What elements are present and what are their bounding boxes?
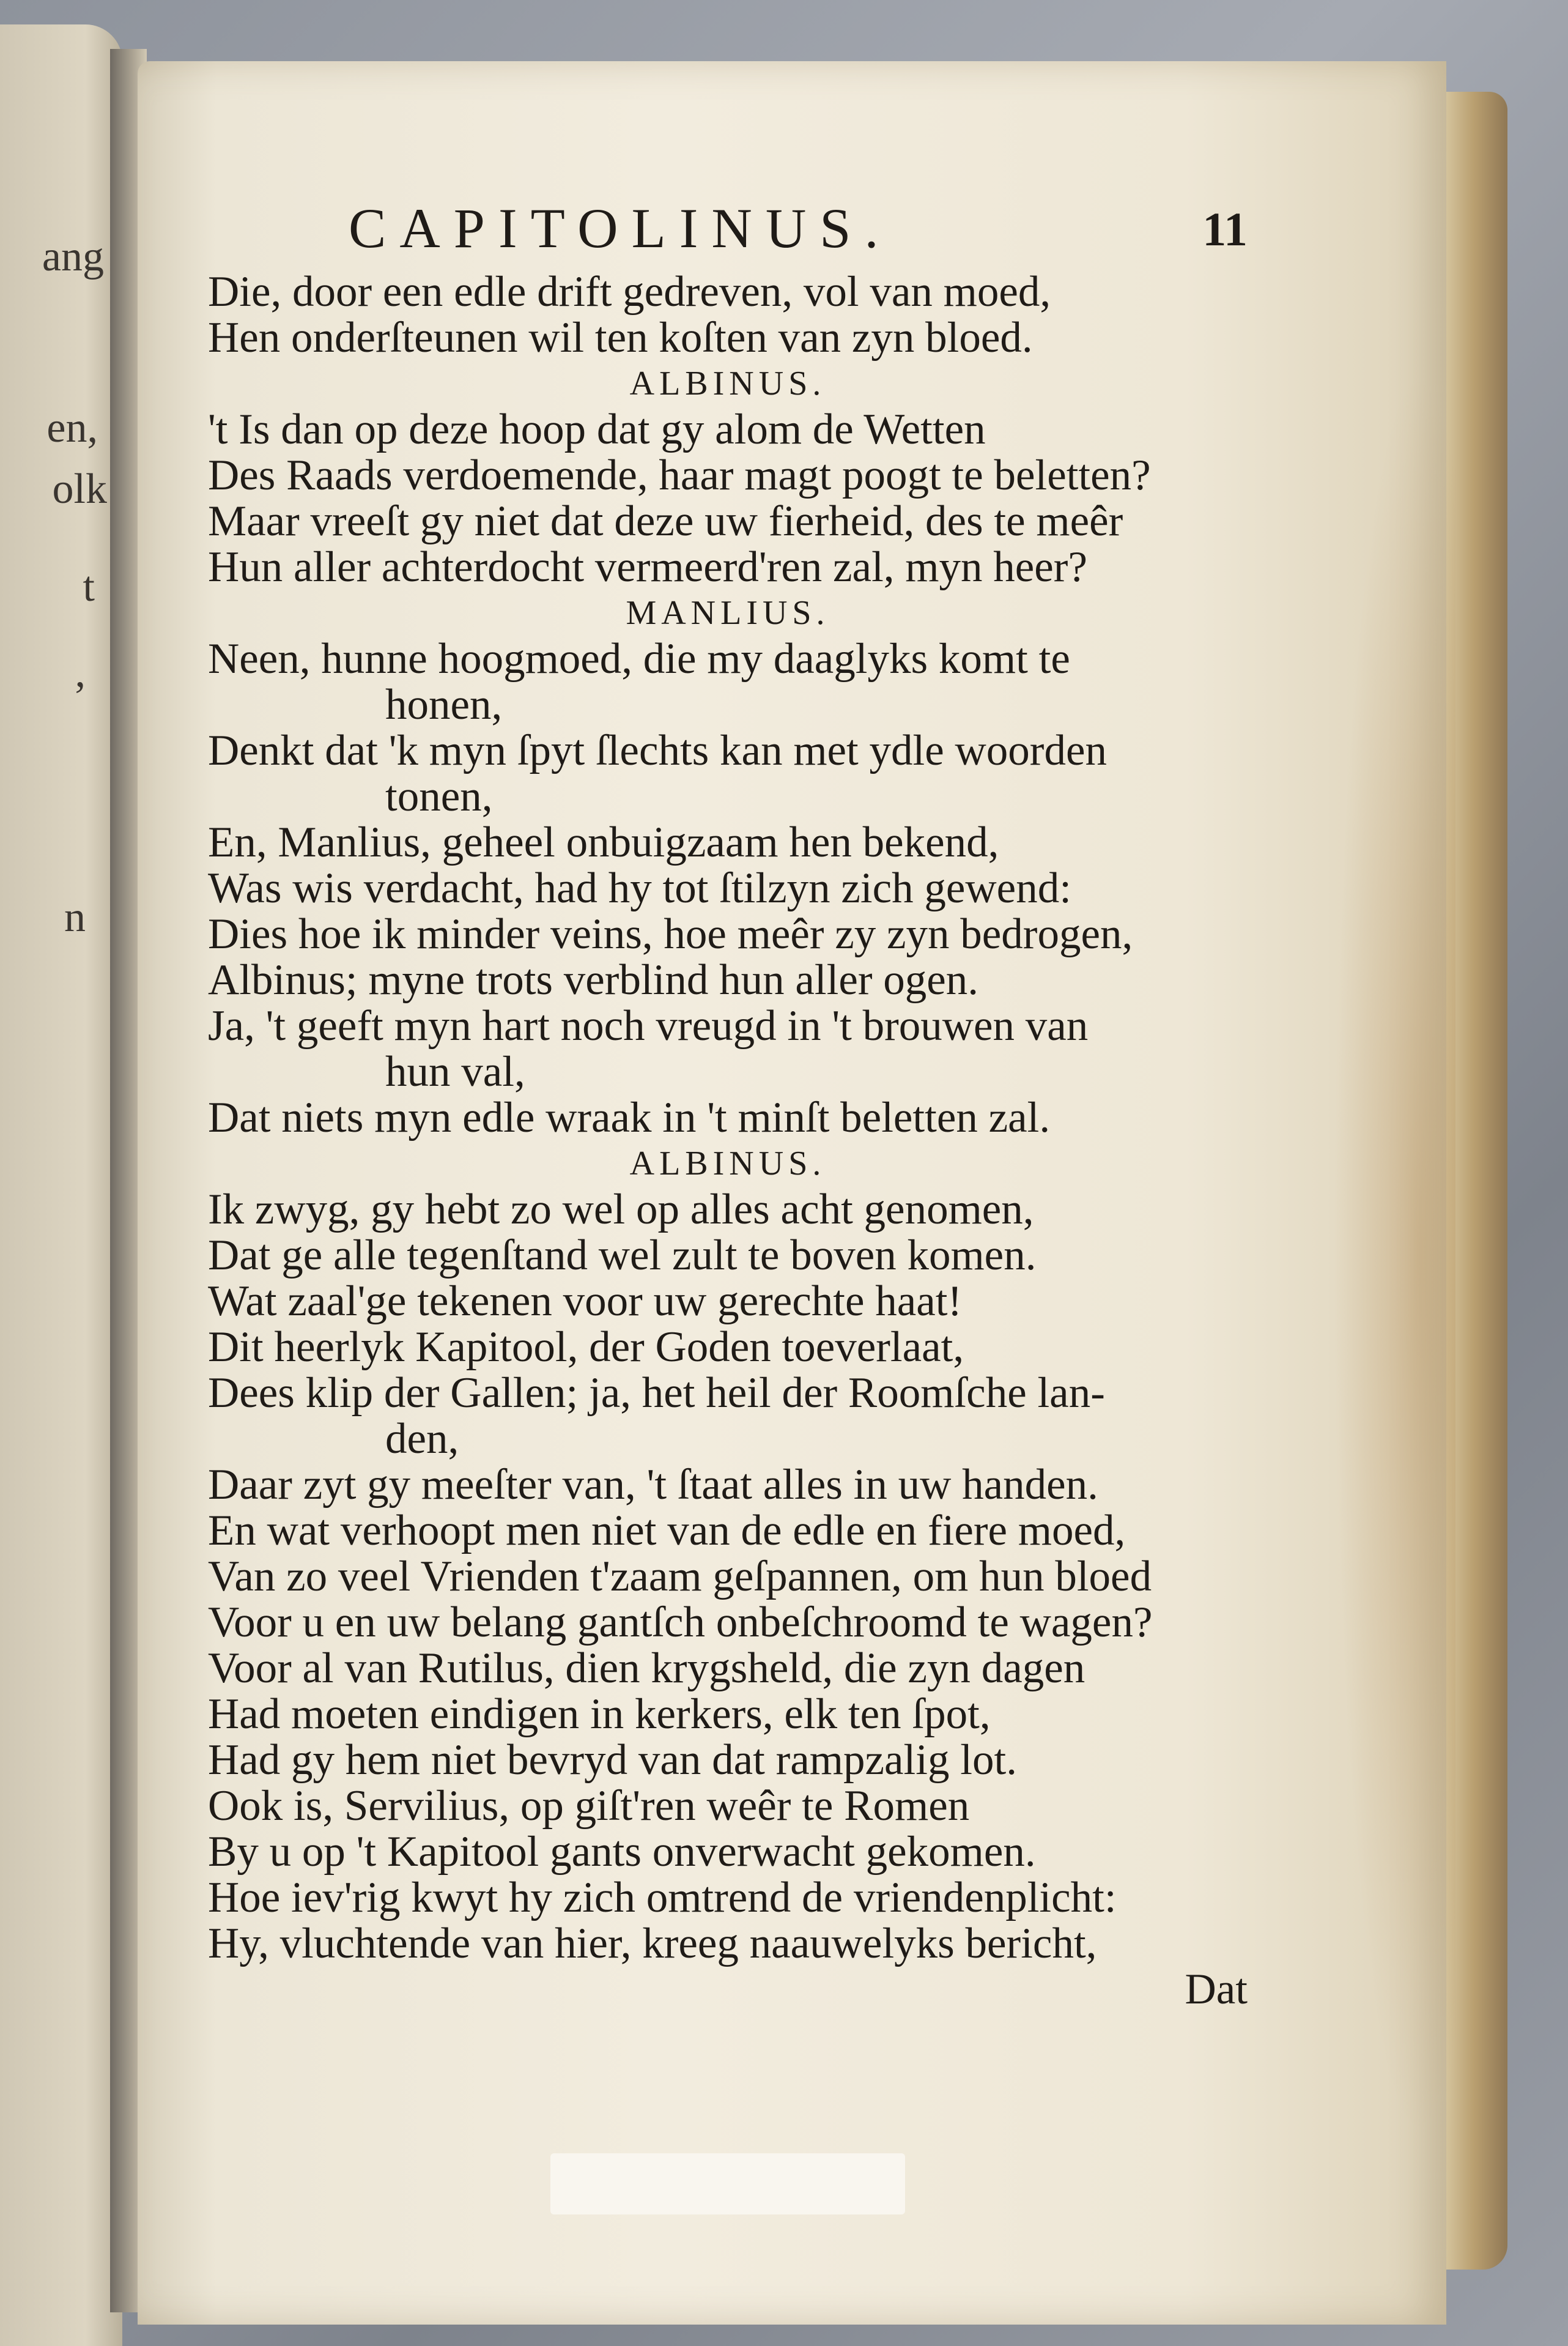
verse-line: En wat verhoopt men niet van de edle en fiere moed,: [208, 1508, 1126, 1554]
verse-line: Hy, vluchtende van hier, kreeg naauwelyks bericht,: [208, 1921, 1097, 1967]
verse-line-continuation: hun val,: [385, 1049, 525, 1095]
verse-line: Daar zyt gy meeſter van, 't ſtaat alles in uw handen.: [208, 1462, 1098, 1508]
verse-line: Had moeten eindigen in kerkers, elk ten ſpot,: [208, 1691, 991, 1737]
verse-line: Dat ge alle tegenſtand wel zult te boven komen.: [208, 1233, 1037, 1279]
speaker-name: ALBINUS.: [629, 1145, 826, 1182]
verse-line: Dat niets myn edle wraak in 't minſt beletten zal.: [208, 1095, 1051, 1141]
page-stain: [1333, 367, 1455, 2141]
verse-line: Die, door een edle drift gedreven, vol van moed,: [208, 269, 1051, 315]
verse-line: Had gy hem niet bevryd van dat rampzalig lot.: [208, 1737, 1017, 1783]
left-facing-page: [0, 24, 122, 2346]
page-text: [208, 177, 1248, 2013]
verse-line: Dies hoe ik minder veins, hoe meêr zy zyn bedrogen,: [208, 911, 1133, 957]
verse-line: Wat zaal'ge tekenen voor uw gerechte haat!: [208, 1279, 963, 1324]
verse-line: Des Raads verdoemende, haar magt poogt te beletten?: [208, 453, 1151, 499]
verse-lines: [208, 269, 1248, 1967]
verse-line: Albinus; myne trots verblind hun aller ogen.: [208, 957, 979, 1003]
verse-line: By u op 't Kapitool gants onverwacht gekomen.: [208, 1829, 1036, 1875]
page-header: [208, 177, 1248, 269]
left-page-fragment: t: [83, 563, 95, 611]
verse-line: Maar vreeſt gy niet dat deze uw fierheid, des te meêr: [208, 499, 1123, 544]
verse-line: Hen onderſteunen wil ten koſten van zyn bloed.: [208, 315, 1033, 361]
verse-line: Van zo veel Vrienden t'zaam geſpannen, om hun bloed: [208, 1554, 1152, 1600]
page-label-sticker: [550, 2153, 905, 2214]
verse-line: Ook is, Servilius, op giſt'ren weêr te Romen: [208, 1783, 970, 1829]
verse-line: Dit heerlyk Kapitool, der Goden toeverlaat,: [208, 1324, 964, 1370]
verse-line: Hoe iev'rig kwyt hy zich omtrend de vriendenplicht:: [208, 1875, 1117, 1921]
running-title: CAPITOLINUS.: [349, 197, 892, 259]
verse-line-continuation: tonen,: [385, 774, 493, 820]
left-page-fragment: en,: [46, 404, 98, 451]
left-page-fragment: ,: [75, 649, 86, 696]
catchword: Dat: [1185, 1966, 1248, 2013]
page-number: 11: [1202, 202, 1248, 256]
verse-line: Hun aller achterdocht vermeerd'ren zal, myn heer?: [208, 544, 1087, 590]
verse-line: Was wis verdacht, had hy tot ſtilzyn zich gewend:: [208, 866, 1071, 911]
speaker-name: MANLIUS.: [626, 594, 830, 632]
left-page-fragment: n: [64, 894, 86, 941]
verse-line: Ik zwyg, gy hebt zo wel op alles acht genomen,: [208, 1187, 1034, 1233]
verse-line: Dees klip der Gallen; ja, het heil der Roomſche lan-: [208, 1370, 1105, 1416]
verse-line: Neen, hunne hoogmoed, die my daaglyks komt te: [208, 636, 1070, 682]
verse-line: Voor u en uw belang gantſch onbeſchroomd te wagen?: [208, 1600, 1153, 1646]
page-edge: [1446, 92, 1507, 2270]
verse-line: Ja, 't geeft myn hart noch vreugd in 't brouwen van: [208, 1003, 1089, 1049]
verse-line: Voor al van Rutilus, dien krygsheld, die zyn dagen: [208, 1646, 1085, 1691]
verse-line-continuation: honen,: [385, 682, 503, 728]
verse-line: 't Is dan op deze hoop dat gy alom de Wetten: [208, 407, 986, 453]
left-page-fragment: ang: [42, 233, 104, 280]
speaker-name: ALBINUS.: [629, 365, 826, 403]
verse-line-continuation: den,: [385, 1416, 459, 1462]
catchword-row: [208, 1967, 1248, 2013]
verse-line: En, Manlius, geheel onbuigzaam hen bekend,: [208, 820, 999, 866]
verse-line: Denkt dat 'k myn ſpyt ſlechts kan met ydle woorden: [208, 728, 1107, 774]
left-page-fragment: olk: [52, 466, 107, 513]
